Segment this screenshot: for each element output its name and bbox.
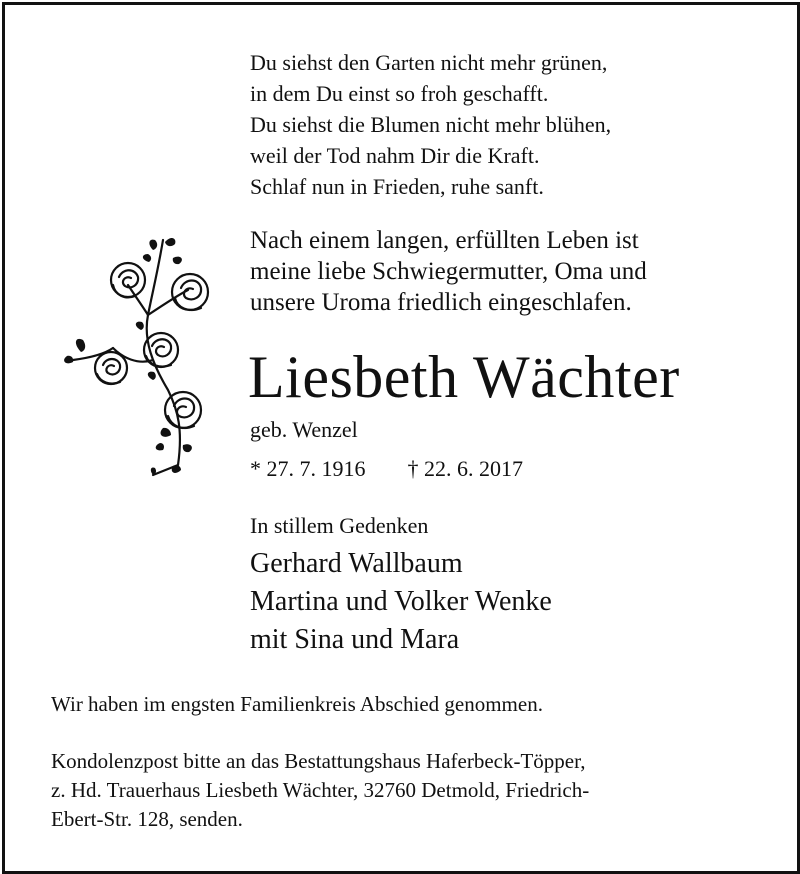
poem-line: weil der Tod nahm Dir die Kraft. bbox=[250, 143, 540, 168]
condolence-line: Ebert-Str. 128, senden. bbox=[51, 807, 243, 831]
intro-line: Nach einem langen, erfüllten Leben ist bbox=[250, 227, 639, 254]
obituary-frame bbox=[2, 2, 800, 874]
condolence-address bbox=[51, 747, 771, 834]
mourners bbox=[250, 545, 552, 659]
mourner-line: Gerhard Wallbaum bbox=[250, 548, 463, 579]
condolence-line: z. Hd. Trauerhaus Liesbeth Wächter, 32760 Detmold, Friedrich- bbox=[51, 778, 590, 802]
birth-date: * 27. 7. 1916 bbox=[250, 456, 366, 481]
life-dates bbox=[250, 454, 523, 484]
mourner-line: mit Sina und Mara bbox=[250, 624, 460, 655]
condolence-line: Kondolenzpost bitte an das Bestattungshaus Haferbeck-Töpper, bbox=[51, 749, 586, 773]
farewell-note: Wir haben im engsten Familienkreis Abschied genommen. bbox=[51, 692, 543, 716]
poem-line: Du siehst die Blumen nicht mehr blühen, bbox=[250, 112, 612, 137]
memory-line: In stillem Gedenken bbox=[250, 513, 429, 538]
poem-line: in dem Du einst so froh geschafft. bbox=[250, 81, 549, 106]
deceased-name: Liesbeth Wächter bbox=[248, 344, 680, 410]
intro-text bbox=[250, 225, 647, 318]
intro-line: unsere Uroma friedlich eingeschlafen. bbox=[250, 289, 632, 316]
poem-line: Schlaf nun in Frieden, ruhe sanft. bbox=[250, 174, 544, 199]
maiden-name: geb. Wenzel bbox=[250, 417, 358, 442]
intro-line: meine liebe Schwiegermutter, Oma und bbox=[250, 258, 647, 285]
mourner-line: Martina und Volker Wenke bbox=[250, 586, 552, 617]
rose-branch-icon bbox=[53, 230, 228, 480]
poem-line: Du siehst den Garten nicht mehr grünen, bbox=[250, 50, 608, 75]
death-date: † 22. 6. 2017 bbox=[407, 456, 523, 481]
poem bbox=[250, 47, 611, 202]
